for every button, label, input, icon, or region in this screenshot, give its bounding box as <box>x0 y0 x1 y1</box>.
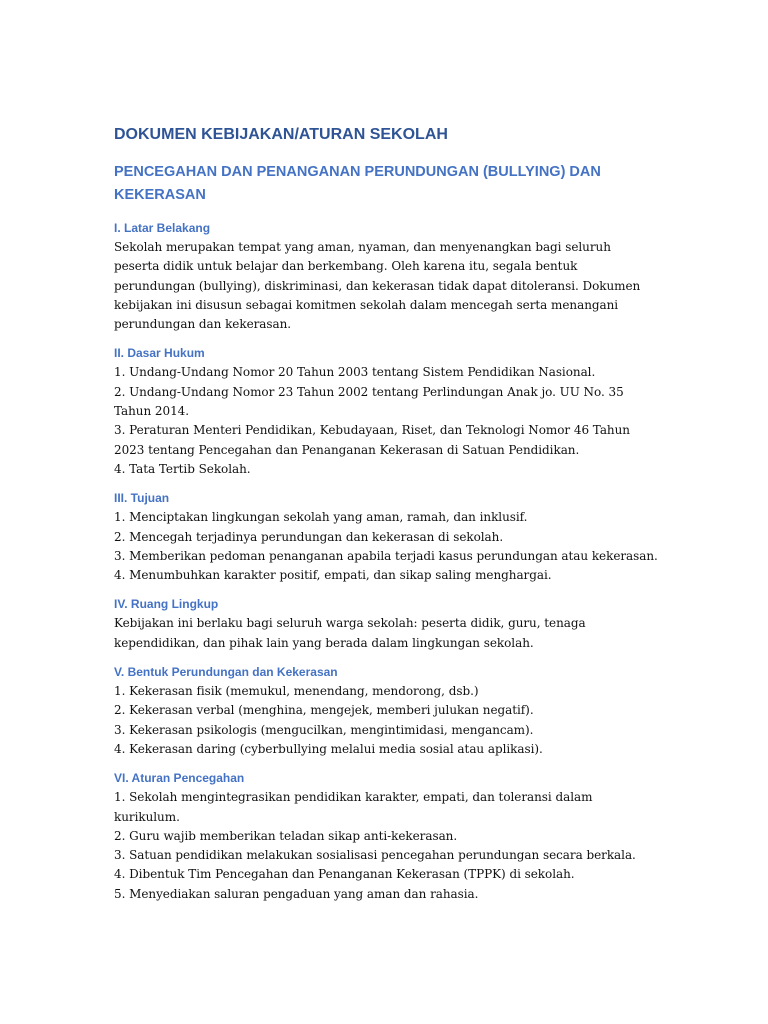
section-heading: I. Latar Belakang <box>114 221 211 235</box>
section-list <box>114 508 659 585</box>
section-latar-belakang <box>114 219 659 334</box>
list-item: 4. Menumbuhkan karakter positif, empati, dan sikap saling menghargai. <box>114 568 552 583</box>
section-dasar-hukum <box>114 344 659 479</box>
sections-container <box>114 219 659 904</box>
list-item: 3. Memberikan pedoman penanganan apabila terjadi kasus perundungan atau kekerasan. <box>114 548 658 563</box>
list-item: 2. Mencegah terjadinya perundungan dan kekerasan di sekolah. <box>114 529 504 544</box>
list-item: 2. Guru wajib memberikan teladan sikap anti-kekerasan. <box>114 828 458 843</box>
document-subtitle: PENCEGAHAN DAN PENANGANAN PERUNDUNGAN (BULLYING) DAN KEKERASAN <box>114 164 601 203</box>
list-item: 2. Undang-Undang Nomor 23 Tahun 2002 tentang Perlindungan Anak jo. UU No. 35 Tahun 2014. <box>114 384 624 419</box>
section-aturan-pencegahan <box>114 769 659 904</box>
list-item: 1. Menciptakan lingkungan sekolah yang aman, ramah, dan inklusif. <box>114 510 528 525</box>
list-item: 4. Kekerasan daring (cyberbullying melalui media sosial atau aplikasi). <box>114 741 543 756</box>
section-list <box>114 788 659 904</box>
list-item: 4. Tata Tertib Sekolah. <box>114 461 251 476</box>
list-item: 1. Undang-Undang Nomor 20 Tahun 2003 tentang Sistem Pendidikan Nasional. <box>114 365 596 380</box>
section-heading: IV. Ruang Lingkup <box>114 597 219 612</box>
list-item: 2. Kekerasan verbal (menghina, mengejek, memberi julukan negatif). <box>114 703 534 718</box>
list-item: 1. Kekerasan fisik (memukul, menendang, mendorong, dsb.) <box>114 684 479 699</box>
section-list <box>114 682 659 759</box>
list-item: 3. Peraturan Menteri Pendidikan, Kebudayaan, Riset, dan Teknologi Nomor 46 Tahun 2023 tentang Pencegahan dan Penanganan Kekerasan di Satuan Pendidikan. <box>114 423 630 457</box>
section-ruang-lingkup <box>114 595 659 653</box>
list-item: 4. Dibentuk Tim Pencegahan dan Penanganan Kekerasan (TPPK) di sekolah. <box>114 867 575 882</box>
document-page <box>114 124 659 904</box>
section-bentuk-perundungan <box>114 663 659 759</box>
section-heading: VI. Aturan Pencegahan <box>114 771 245 786</box>
section-list <box>114 363 659 479</box>
list-item: 1. Sekolah mengintegrasikan pendidikan karakter, empati, dan toleransi dalam kurikulum. <box>114 790 593 824</box>
document-title: DOKUMEN KEBIJAKAN/ATURAN SEKOLAH <box>114 126 448 143</box>
section-heading: III. Tujuan <box>114 491 170 506</box>
section-paragraph: Kebijakan ini berlaku bagi seluruh warga sekolah: peserta didik, guru, tenaga kependidikan, dan pihak lain yang berada dalam lingkungan sekolah. <box>114 616 586 650</box>
list-item: 3. Satuan pendidikan melakukan sosialisasi pencegahan perundungan secara berkala. <box>114 848 636 863</box>
list-item: 3. Kekerasan psikologis (mengucilkan, mengintimidasi, mengancam). <box>114 722 534 737</box>
section-paragraph: Sekolah merupakan tempat yang aman, nyaman, dan menyenangkan bagi seluruh peserta didik untuk belajar dan berkembang. Oleh karena itu, segala bentuk perundungan (bullying), diskriminasi, dan kekerasan tidak dapat ditoleransi. Dokumen kebijakan ini disusun sebagai komitmen sekolah dalam mencegah serta menangani perundungan dan kekerasan. <box>114 240 641 332</box>
section-heading: V. Bentuk Perundungan dan Kekerasan <box>114 665 338 680</box>
list-item: 5. Menyediakan saluran pengaduan yang aman dan rahasia. <box>114 886 479 901</box>
section-tujuan <box>114 489 659 585</box>
section-heading: II. Dasar Hukum <box>114 346 205 361</box>
